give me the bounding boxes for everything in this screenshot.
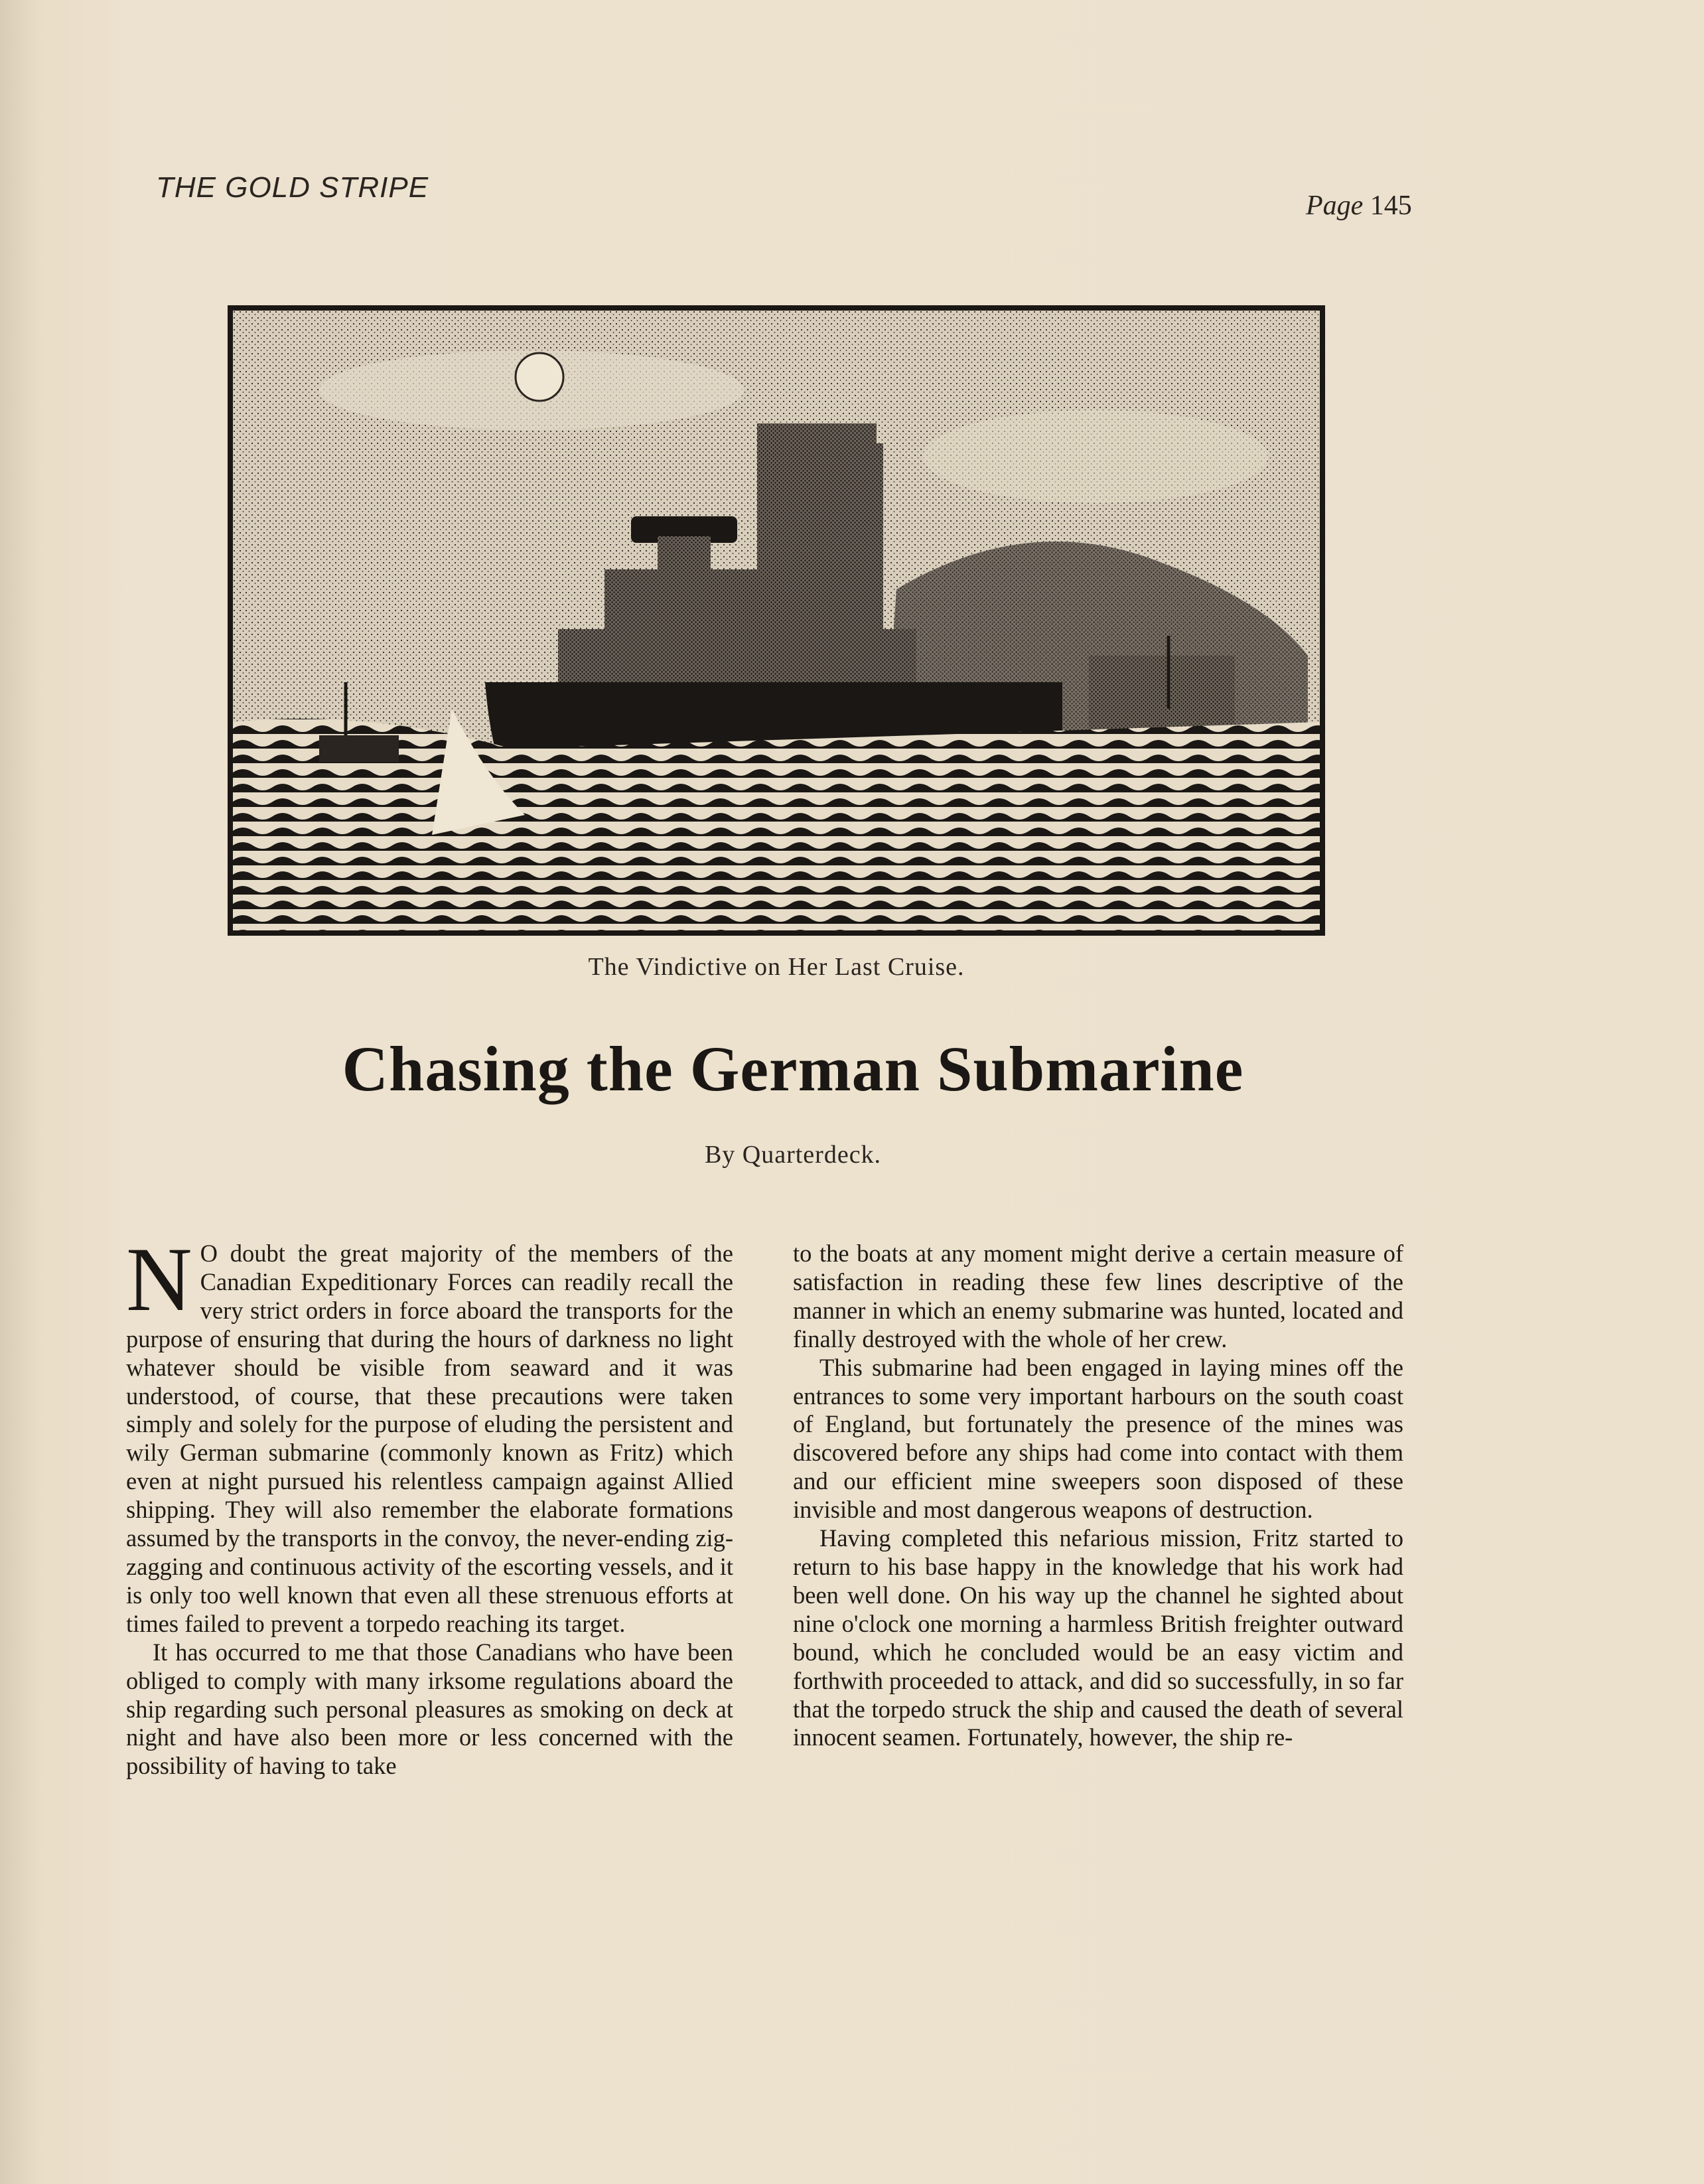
paragraph: It has occurred to me that those Canadians who have been obliged to comply with many irksome regulations aboard the ship regarding such personal pleasures as smoking on deck at night and have also been more or less concerned with the possibility of having to take xyxy=(126,1638,733,1780)
paragraph: N O doubt the great majority of the members of the Canadian Expeditionary Forces can readily recall the very strict orders in force aboard the transports for the purpose of ensuring that during the hours of darkness no light whatever should be visible from seaward and it was understood, of course, that these precautions were taken simply and solely for the purpose of eluding the persistent and wily German submarine (commonly known as Fritz) which even at night pursued his relentless campaign against Allied shipping. They will also remember the elaborate formations assumed by the transports in the convoy, the never-ending zig-zagging and continuous activity of the escorting vessels, and it is only too well known that even all these strenuous efforts at times failed to prevent a torpedo reaching its target. xyxy=(126,1228,733,1637)
page-number-value: 145 xyxy=(1370,190,1412,221)
drop-cap: N xyxy=(126,1228,192,1330)
paragraph: Having completed this nefarious mission, Fritz started to return to his base happy in the knowledge that his work had been well done. On his way up the channel he sighted about nine o'clock one morning a harmless British freighter outward bound, which he concluded would be an easy victim and forthwith proceeded to attack, and did so successfully, in so far that the torpedo struck the ship and caused the death of several innocent seamen. Fortunately, however, the ship re- xyxy=(793,1524,1404,1751)
running-head: THE GOLD STRIPE xyxy=(156,171,429,204)
paragraph: to the boats at any moment might derive a certain measure of satisfaction in reading these few lines descriptive of the manner in which an enemy submarine was hunted, located and finally destroyed with the whole of her crew. xyxy=(793,1240,1403,1352)
warship-engraving xyxy=(233,311,1320,930)
page-label: Page xyxy=(1306,190,1364,221)
left-column xyxy=(126,1228,733,1781)
right-column xyxy=(793,1240,1403,1752)
paragraph: This submarine had been engaged in laying mines off the entrances to some very important harbours on the south coast of England, but fortunately the presence of the mines was discovered before any ships had come into contact with them and our efficient mine sweepers soon disposed of these invisible and most dangerous weapons of destruction. xyxy=(793,1353,1403,1524)
article-title: Chasing the German Submarine xyxy=(342,1033,1244,1104)
article-byline: By Quarterdeck. xyxy=(704,1141,882,1169)
page-number xyxy=(1306,190,1412,222)
figure-caption: The Vindictive on Her Last Cruise. xyxy=(588,953,965,981)
ship-illustration xyxy=(228,305,1325,936)
